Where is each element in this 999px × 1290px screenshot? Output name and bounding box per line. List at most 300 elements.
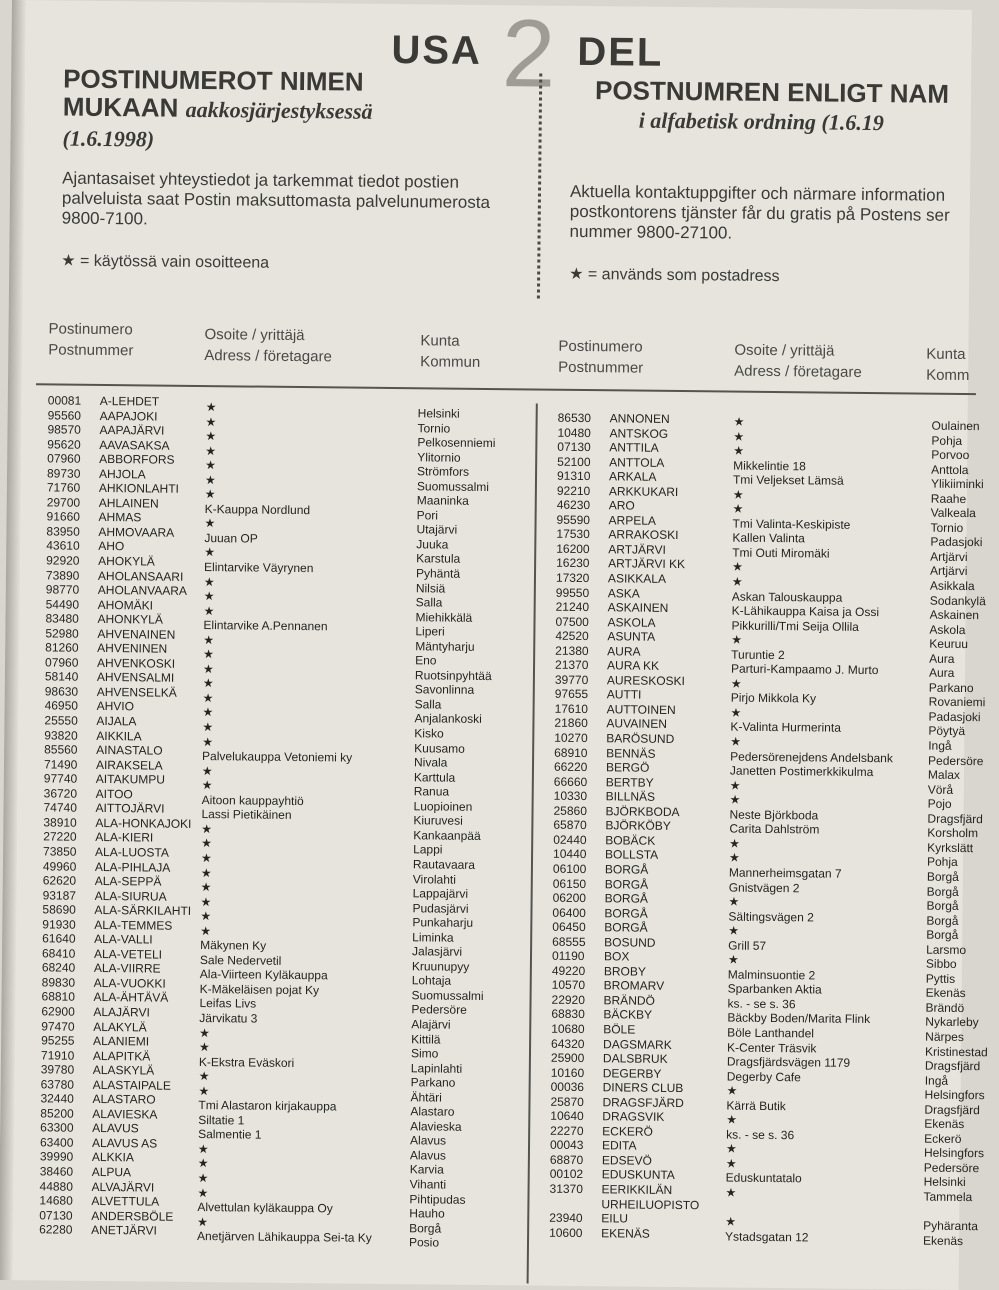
municipality: Pedersöre xyxy=(411,1003,489,1018)
address: Mäkynen Ky xyxy=(200,938,375,954)
municipality: Artjärvi xyxy=(930,550,993,565)
postal-code: 74740 xyxy=(43,801,95,816)
place-name: BORGÅ xyxy=(605,862,648,876)
municipality: Alavus xyxy=(410,1134,488,1149)
postal-code: 02440 xyxy=(553,833,605,848)
postal-code: 73890 xyxy=(46,568,98,583)
list-item xyxy=(45,699,194,715)
address: ★ xyxy=(205,444,380,460)
municipality: Luopioinen xyxy=(414,799,492,814)
municipality: Ranua xyxy=(414,784,492,799)
postal-code: 32440 xyxy=(40,1092,92,1107)
place-name: DEGERBY xyxy=(603,1066,662,1081)
municipality: Punkaharju xyxy=(412,915,490,930)
list-item xyxy=(549,1211,699,1227)
postal-code xyxy=(549,1207,601,1208)
address: ★ xyxy=(733,487,896,503)
postal-code: 95560 xyxy=(48,408,100,423)
list-item xyxy=(550,1153,700,1169)
postal-code: 83950 xyxy=(46,524,98,539)
municipality: Borgå xyxy=(927,884,990,899)
address: Malminsuontie 2 xyxy=(728,967,891,983)
municipality: Hauho xyxy=(409,1206,487,1221)
list-item xyxy=(45,612,194,628)
address: Anetjärven Lähikauppa Sei-ta Ky xyxy=(197,1229,372,1245)
place-name: ARO xyxy=(609,499,635,513)
list-item xyxy=(554,789,704,805)
place-name: AIKKILA xyxy=(96,729,142,743)
list-item xyxy=(552,949,702,965)
place-name: AAPAJÄRVI xyxy=(99,423,164,438)
address: ★ xyxy=(202,706,377,722)
list-item xyxy=(551,1022,701,1038)
address: Pedersörenejdens Andelsbank xyxy=(730,749,893,765)
list-item xyxy=(43,873,192,889)
address: Tmi Veljekset Lämsä xyxy=(733,473,896,489)
column-divider xyxy=(527,404,538,1284)
postal-code: 49220 xyxy=(552,963,604,978)
postal-code: 43610 xyxy=(46,539,98,554)
address: Sale Nedervetil xyxy=(200,953,375,969)
place-name: ANTTILA xyxy=(609,440,658,455)
address: ★ xyxy=(200,895,375,911)
address: ★ xyxy=(203,691,378,707)
postal-code: 07130 xyxy=(557,440,609,455)
municipality: Borgå xyxy=(927,870,990,885)
place-name: AURA xyxy=(607,644,640,658)
list-item xyxy=(556,571,706,587)
address: ★ xyxy=(199,1084,374,1100)
place-name: ALAVUS xyxy=(92,1121,139,1135)
list-item xyxy=(550,1094,700,1110)
address: ★ xyxy=(204,516,379,532)
place-name: ASUNTA xyxy=(607,629,655,643)
address: Gnistvägen 2 xyxy=(729,880,892,896)
place-name: BERTBY xyxy=(606,775,654,789)
list-item xyxy=(45,641,194,657)
list-item xyxy=(554,731,704,747)
list-item xyxy=(555,658,705,674)
place-name: AHOKYLÄ xyxy=(98,554,155,569)
list-item xyxy=(45,670,194,686)
place-name: ALA-PIHLAJA xyxy=(95,859,171,874)
place-name: ALA-TEMMES xyxy=(94,918,172,933)
list-item xyxy=(551,1007,701,1023)
list-item xyxy=(553,891,703,907)
municipality: Nilsiä xyxy=(416,581,494,596)
place-name: ANNONEN xyxy=(610,411,670,426)
address: ★ xyxy=(730,735,893,751)
place-name: ANDERSBÖLE xyxy=(91,1209,173,1224)
place-name: AHVENKOSKI xyxy=(97,656,175,671)
address: Turuntie 2 xyxy=(731,647,894,663)
postal-code: 00102 xyxy=(550,1167,602,1182)
list-item xyxy=(47,481,196,497)
sv-intro-line: Aktuella kontaktuppgifter och närmare information xyxy=(570,182,950,206)
place-name: EILU xyxy=(601,1211,628,1225)
postal-code: 00081 xyxy=(48,393,100,408)
list-item xyxy=(43,888,192,904)
postal-code: 42520 xyxy=(555,629,607,644)
postal-code: 21380 xyxy=(555,643,607,658)
place-name: AHVENSALMI xyxy=(97,670,175,685)
postal-code: 68410 xyxy=(42,946,94,961)
list-item xyxy=(47,422,196,438)
postal-code: 61640 xyxy=(42,932,94,947)
address: Elintarvike A.Pennanen xyxy=(203,618,378,634)
municipality: Nivala xyxy=(414,755,492,770)
address: Ala-Viirteen Kyläkauppa xyxy=(200,967,375,983)
address: K-Kauppa Nordlund xyxy=(205,502,380,518)
list-item xyxy=(41,1048,190,1064)
municipality: Ylitornio xyxy=(417,450,495,465)
list-item xyxy=(41,1019,190,1035)
list-item xyxy=(555,702,705,718)
address: Bäckby Boden/Marita Flink xyxy=(727,1011,890,1027)
list-item xyxy=(555,629,705,645)
postal-code: 91660 xyxy=(47,510,99,525)
address: Siltatie 1 xyxy=(198,1113,373,1129)
list-item xyxy=(553,847,703,863)
address: ★ xyxy=(201,822,376,838)
place-name: ALAVIESKA xyxy=(92,1107,157,1122)
municipality: Vörå xyxy=(928,782,991,797)
municipality: Posio xyxy=(409,1235,487,1250)
postal-code: 66660 xyxy=(554,774,606,789)
municipality: Kristinestad xyxy=(925,1044,988,1059)
address: ★ xyxy=(205,487,380,503)
left-header-postinumero xyxy=(48,318,133,361)
address: ★ xyxy=(201,866,376,882)
list-item xyxy=(43,859,192,875)
municipality xyxy=(923,1204,986,1219)
municipality: Rautavaara xyxy=(413,857,491,872)
list-item xyxy=(552,963,702,979)
address: ★ xyxy=(734,415,897,431)
place-name: BOBÄCK xyxy=(605,833,655,848)
postal-code: 06200 xyxy=(553,891,605,906)
postal-code: 89730 xyxy=(47,466,99,481)
place-name: BROBY xyxy=(604,964,646,978)
municipality: Mäntyharju xyxy=(415,639,493,654)
place-name: ALA-HONKAJOKI xyxy=(95,816,191,831)
list-item xyxy=(47,452,196,468)
place-name: ALA-KIERI xyxy=(95,830,153,845)
place-name: AURA KK xyxy=(607,659,659,674)
municipality: Ekenäs xyxy=(924,1117,987,1132)
address: ★ xyxy=(197,1215,372,1231)
postal-code: 92920 xyxy=(46,553,98,568)
list-item xyxy=(42,961,191,977)
address: Sältingsvägen 2 xyxy=(728,909,891,925)
municipality: Ylikiiminki xyxy=(931,477,994,492)
municipality: Borgå xyxy=(926,899,989,914)
list-item xyxy=(553,876,703,892)
place-name: ALAKYLÄ xyxy=(93,1019,147,1034)
address: ★ xyxy=(197,1186,372,1202)
address: Grill 57 xyxy=(728,938,891,954)
municipality: Parkano xyxy=(411,1075,489,1090)
postal-code: 10160 xyxy=(551,1065,603,1080)
address: ★ xyxy=(730,706,893,722)
postal-code: 25860 xyxy=(553,803,605,818)
place-name: EDITA xyxy=(602,1139,637,1153)
place-name: AURESKOSKI xyxy=(607,673,685,688)
place-name: AHOMÄKI xyxy=(98,598,153,613)
place-name: ALA-SIURUA xyxy=(95,889,167,904)
address: ★ xyxy=(203,676,378,692)
place-name: ALVETTULA xyxy=(91,1194,159,1209)
postal-code: 49960 xyxy=(43,859,95,874)
list-item xyxy=(557,513,707,529)
address: Dragsfjärdsvägen 1179 xyxy=(727,1055,890,1071)
list-item xyxy=(42,975,191,991)
address: ★ xyxy=(730,793,893,809)
address: ★ xyxy=(198,1171,373,1187)
place-name: AIRAKSELA xyxy=(96,758,163,773)
place-name: DRAGSVIK xyxy=(602,1109,664,1124)
place-name: ARKALA xyxy=(609,469,657,483)
list-item xyxy=(549,1225,699,1241)
place-name: ANTTOLA xyxy=(609,455,664,470)
postal-code: 62620 xyxy=(43,873,95,888)
municipality: Ähtäri xyxy=(410,1090,488,1105)
municipality: Virolahti xyxy=(413,872,491,887)
list-item xyxy=(45,626,194,642)
place-name: BOSUND xyxy=(604,935,655,950)
municipality: Kiuruvesi xyxy=(413,814,491,829)
place-name: AUTTI xyxy=(607,688,642,702)
postal-code: 38910 xyxy=(43,815,95,830)
page-edge-shadow xyxy=(0,0,26,1280)
list-item xyxy=(557,440,707,456)
place-name: ANTSKOG xyxy=(609,426,668,441)
sv-title-italic: i alfabetisk ordning (1.6.19 xyxy=(639,108,884,136)
municipality: Pelkosenniemi xyxy=(417,435,495,450)
postal-code: 17320 xyxy=(556,571,608,586)
place-name: ALPUA xyxy=(92,1165,132,1179)
municipality: Helsinki xyxy=(418,406,496,421)
address: ★ xyxy=(201,836,376,852)
address: ★ xyxy=(726,1156,889,1172)
header-label: Kunta xyxy=(420,330,480,352)
municipality: Ruotsinpyhtää xyxy=(415,668,493,683)
municipality: Suomussalmi xyxy=(417,479,495,494)
place-name: AAVASAKSA xyxy=(99,438,169,453)
place-name: ASIKKALA xyxy=(608,571,666,586)
list-item xyxy=(551,1065,701,1081)
address: Sparbanken Aktia xyxy=(728,982,891,998)
municipality: Dragsfjärd xyxy=(927,811,990,826)
postal-code: 10600 xyxy=(549,1225,601,1240)
postal-code: 17530 xyxy=(556,527,608,542)
sv-title-line1: POSTNUMREN ENLIGT NAM xyxy=(595,76,949,108)
municipality: Pihtipudas xyxy=(409,1192,487,1207)
place-name: BILLNÄS xyxy=(606,789,656,804)
place-name: BÄCKBY xyxy=(603,1008,652,1023)
place-name: URHEILUOPISTO xyxy=(601,1197,699,1212)
header-label: Postinumero xyxy=(558,336,643,358)
municipality: Simo xyxy=(411,1046,489,1061)
municipality: Padasjoki xyxy=(930,535,993,550)
address: Neste Björkboda xyxy=(729,807,892,823)
place-name: AITOO xyxy=(96,787,133,801)
place-name: BÖLE xyxy=(603,1022,635,1036)
list-item xyxy=(39,1223,188,1239)
left-municipality-column xyxy=(409,406,496,1250)
place-name: AHOLANSAARI xyxy=(98,568,184,583)
municipality: Kisko xyxy=(414,726,492,741)
address: ★ xyxy=(726,1142,889,1158)
address: Järvikatu 3 xyxy=(199,1011,374,1027)
address: K-Center Träsvik xyxy=(727,1040,890,1056)
address: Salmentie 1 xyxy=(198,1127,373,1143)
postal-code: 68870 xyxy=(550,1153,602,1168)
municipality: Ekenäs xyxy=(923,1233,986,1248)
place-name: AITTOJÄRVI xyxy=(95,801,164,816)
municipality: Asikkala xyxy=(930,579,993,594)
list-item xyxy=(552,978,702,994)
address: ★ xyxy=(203,633,378,649)
place-name: AHVENINEN xyxy=(97,641,167,656)
municipality: Pohja xyxy=(931,433,994,448)
sv-title xyxy=(595,76,949,138)
list-item xyxy=(551,1036,701,1052)
municipality: Sodankylä xyxy=(930,593,993,608)
postal-code: 99550 xyxy=(556,585,608,600)
postal-code: 93187 xyxy=(43,888,95,903)
place-name: BARÖSUND xyxy=(606,731,674,746)
postal-code: 07130 xyxy=(39,1208,91,1223)
sv-intro-line: postkontorens tjänster får du gratis på Postens ser xyxy=(570,202,950,226)
list-item xyxy=(551,1051,701,1067)
place-name: AAPAJOKI xyxy=(100,408,158,423)
list-item xyxy=(556,542,706,558)
municipality: Utajärvi xyxy=(416,523,494,538)
postal-code: 10570 xyxy=(552,978,604,993)
municipality: Ingå xyxy=(928,739,991,754)
place-name: ASKOLA xyxy=(607,615,655,630)
address: Juuan OP xyxy=(204,531,379,547)
list-item xyxy=(40,1121,189,1137)
place-name: EKENÄS xyxy=(601,1226,650,1241)
address: Aitoon kauppayhtiö xyxy=(202,793,377,809)
list-item xyxy=(39,1208,188,1224)
sv-intro xyxy=(569,182,949,246)
address: K-Lähikauppa Kaisa ja Ossi xyxy=(732,604,895,620)
header-label: Kunta xyxy=(926,344,970,365)
postal-code: 39780 xyxy=(41,1063,93,1078)
address: ★ xyxy=(725,1186,888,1202)
place-name: DRAGSFJÄRD xyxy=(602,1095,683,1110)
place-name: ALA-SÄRKILAHTI xyxy=(94,903,191,918)
municipality: Artjärvi xyxy=(930,564,993,579)
place-name: ALA-SEPPÄ xyxy=(95,874,162,889)
postal-code: 44880 xyxy=(40,1179,92,1194)
left-header-osoite xyxy=(204,324,332,367)
municipality: Alastaro xyxy=(410,1104,488,1119)
list-item xyxy=(42,917,191,933)
header-label: Komm xyxy=(926,365,970,386)
address: ★ xyxy=(198,1156,373,1172)
place-name: DAGSMARK xyxy=(603,1037,672,1052)
address: ★ xyxy=(201,851,376,867)
address: ★ xyxy=(199,1069,374,1085)
postal-code: 73850 xyxy=(43,844,95,859)
list-item xyxy=(557,483,707,499)
municipality: Larsmo xyxy=(926,942,989,957)
place-name: BROMARV xyxy=(604,979,665,994)
header-label: Kommun xyxy=(420,351,480,373)
postal-code: 95255 xyxy=(41,1033,93,1048)
right-municipality-column xyxy=(923,419,995,1263)
list-item xyxy=(43,844,192,860)
address: ★ xyxy=(733,502,896,518)
address: ★ xyxy=(730,778,893,794)
address: ★ xyxy=(732,575,895,591)
address: ★ xyxy=(725,1215,888,1231)
left-header-kunta xyxy=(420,330,480,373)
municipality: Alavus xyxy=(410,1148,488,1163)
list-item xyxy=(557,454,707,470)
postal-code: 21860 xyxy=(554,716,606,731)
postal-code: 58140 xyxy=(45,670,97,685)
municipality: Dragsfjärd xyxy=(924,1102,987,1117)
place-name: ALANIEMI xyxy=(93,1034,149,1049)
address: ★ xyxy=(731,633,894,649)
postal-code: 93820 xyxy=(44,728,96,743)
address: Parturi-Kampaamo J. Murto xyxy=(731,662,894,678)
list-item xyxy=(550,1109,700,1125)
municipality: Karstula xyxy=(416,552,494,567)
address: ks. - se s. 36 xyxy=(727,996,890,1012)
place-name: AHVENAINEN xyxy=(97,627,175,642)
municipality: Miehikkälä xyxy=(415,610,493,625)
address: ★ xyxy=(206,400,381,416)
postal-code: 97740 xyxy=(44,772,96,787)
municipality: Salla xyxy=(416,595,494,610)
list-item xyxy=(554,760,704,776)
postal-code: 21240 xyxy=(556,600,608,615)
place-name: ARTJÄRVI KK xyxy=(608,557,685,572)
address: K-Ekstra Eväskori xyxy=(199,1055,374,1071)
list-item xyxy=(46,597,195,613)
fi-title xyxy=(62,65,373,156)
postal-code: 52980 xyxy=(45,626,97,641)
postal-code: 10330 xyxy=(554,789,606,804)
place-name: AHVENSELKÄ xyxy=(97,685,177,700)
left-code-place-column xyxy=(39,393,197,1238)
list-item xyxy=(43,830,192,846)
postal-code: 10440 xyxy=(553,847,605,862)
address: ★ xyxy=(202,720,377,736)
municipality: Porvoo xyxy=(931,448,994,463)
municipality: Anttola xyxy=(931,462,994,477)
address: Carita Dahlström xyxy=(729,822,892,838)
address: ★ xyxy=(729,836,892,852)
postal-code: 97655 xyxy=(555,687,607,702)
heading-left: USA xyxy=(391,28,482,73)
place-name: EDUSKUNTA xyxy=(602,1168,675,1183)
municipality: Pohja xyxy=(927,855,990,870)
place-name: BOLLSTA xyxy=(605,848,658,863)
postal-code: 66220 xyxy=(554,760,606,775)
address: ★ xyxy=(205,429,380,445)
list-item xyxy=(558,411,708,427)
list-item xyxy=(552,920,702,936)
postal-code: 21370 xyxy=(555,658,607,673)
municipality: Ingå xyxy=(925,1073,988,1088)
